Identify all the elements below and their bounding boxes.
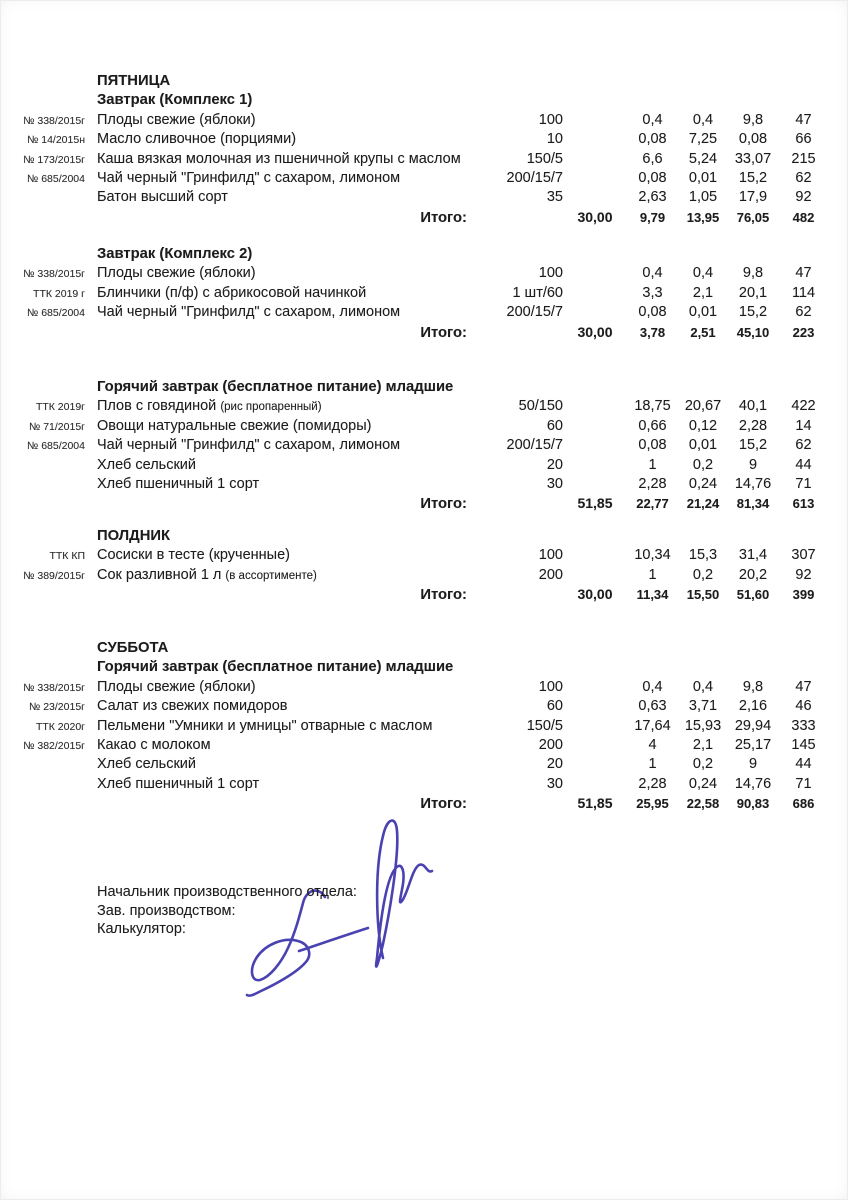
menu-item-row	[0, 755, 848, 774]
dish-name-text: Чай черный "Гринфилд" с сахаром, лимоном	[97, 169, 401, 186]
nutrient-value: 92	[795, 189, 812, 206]
nutrient-value: 9,8	[742, 678, 764, 695]
dish-name-text: Овощи натуральные свежие (помидоры)	[97, 417, 372, 434]
total-nutrient-value: 482	[792, 209, 815, 225]
nutrient-value: 0,12	[688, 417, 718, 434]
dish-name-text: Чай черный "Гринфилд" с сахаром, лимоном	[97, 437, 401, 454]
nutrient-value: 2,1	[692, 284, 714, 301]
nutrient-value: 44	[795, 756, 812, 773]
total-nutrient-value: 11,34	[636, 587, 669, 603]
nutrient-value: 0,01	[688, 304, 718, 321]
nutrient-value: 17,9	[738, 189, 768, 206]
total-label: Итого:	[420, 496, 467, 513]
total-weight: 30,00	[577, 586, 613, 603]
section-title: ПОЛДНИК	[97, 528, 171, 544]
section-header-row	[0, 639, 848, 658]
dish-name	[90, 717, 435, 736]
nutrient-value: 0,2	[692, 566, 714, 583]
nutrient-value: 15,93	[684, 717, 722, 734]
section-header-row	[0, 658, 848, 677]
portion-size: 20	[546, 756, 563, 773]
nutrient-value: 2,63	[638, 189, 667, 206]
menu-item-row	[0, 775, 848, 794]
nutrient-value: 0,01	[688, 169, 718, 186]
portion-size: 200	[538, 736, 563, 753]
signatory-label: Зав. производством:	[97, 902, 236, 919]
portion-size: 30	[546, 775, 563, 792]
nutrient-value: 1,05	[688, 189, 718, 206]
section-total-row	[0, 585, 848, 604]
nutrient-value: 15,3	[688, 547, 718, 564]
dish-name-text: Салат из свежих помидоров	[97, 698, 288, 715]
total-nutrient-value: 25,95	[636, 796, 669, 812]
menu-item-row	[0, 456, 848, 475]
total-weight: 51,85	[577, 795, 613, 812]
recipe-code: № 389/2015г	[23, 569, 85, 582]
total-nutrient-value: 3,78	[639, 324, 666, 340]
nutrient-value: 0,4	[692, 678, 714, 695]
section-header-row	[0, 527, 848, 546]
nutrient-value: 333	[791, 717, 816, 734]
nutrient-value: 31,4	[738, 547, 768, 564]
nutrient-value: 92	[795, 566, 812, 583]
nutrient-value: 44	[795, 456, 812, 473]
recipe-code: ТТК КП	[49, 550, 85, 563]
dish-name	[90, 169, 435, 188]
dish-name	[90, 188, 435, 207]
nutrient-value: 422	[791, 398, 816, 415]
nutrient-value: 307	[791, 547, 816, 564]
nutrient-value: 5,24	[688, 150, 718, 167]
dish-name-text: Сок разливной 1 л	[97, 566, 222, 583]
dish-name-text: Масло сливочное (порциями)	[97, 131, 297, 148]
menu-item-row	[0, 546, 848, 565]
nutrient-value: 47	[795, 111, 812, 128]
menu-item-row	[0, 284, 848, 303]
recipe-code: № 23/2015г	[29, 701, 85, 714]
menu-item-row	[0, 566, 848, 585]
menu-item-row	[0, 188, 848, 207]
signatory-label: Начальник производственного отдела:	[97, 884, 357, 900]
menu-item-row	[0, 397, 848, 416]
total-nutrient-value: 223	[792, 324, 815, 340]
menu-item-row	[0, 475, 848, 494]
dish-name	[90, 566, 435, 586]
section-total-row	[0, 208, 848, 227]
nutrient-value: 33,07	[734, 150, 772, 167]
nutrient-value: 3,71	[688, 698, 718, 715]
total-label: Итого:	[420, 796, 467, 813]
dish-name	[90, 397, 435, 417]
recipe-code: № 338/2015г	[23, 681, 85, 694]
portion-size: 60	[546, 417, 563, 434]
total-weight: 51,85	[577, 495, 613, 512]
nutrient-value: 62	[795, 304, 812, 321]
nutrient-value: 62	[795, 437, 812, 454]
section-title: Горячий завтрак (бесплатное питание) младшие	[97, 659, 454, 676]
nutrient-value: 0,4	[692, 111, 714, 128]
dish-name-text: Чай черный "Гринфилд" с сахаром, лимоном	[97, 304, 401, 321]
total-nutrient-value: 613	[792, 496, 815, 512]
recipe-code: ТТК 2019г	[35, 401, 85, 414]
nutrient-value: 0,24	[688, 475, 718, 492]
nutrient-value: 9,8	[742, 265, 764, 282]
nutrient-value: 71	[795, 475, 812, 492]
recipe-code: № 71/2015г	[29, 420, 85, 433]
recipe-code: № 685/2004	[27, 307, 85, 320]
dish-name-note: (рис пропаренный)	[220, 401, 322, 414]
dish-name-text: Какао с молоком	[97, 736, 211, 753]
dish-name-text: Хлеб пшеничный 1 сорт	[97, 475, 260, 492]
menu-item-row	[0, 111, 848, 130]
dish-name-text: Пельмени "Умники и умницы" отварные с маслом	[97, 717, 433, 734]
portion-size: 200	[538, 566, 563, 583]
nutrient-value: 2,28	[638, 775, 667, 792]
portion-size: 60	[546, 698, 563, 715]
nutrient-value: 14	[795, 417, 812, 434]
total-nutrient-value: 21,24	[686, 496, 720, 512]
portion-size: 20	[546, 456, 563, 473]
portion-size: 200/15/7	[506, 169, 563, 186]
total-weight: 30,00	[577, 208, 613, 225]
nutrient-value: 15,2	[738, 169, 768, 186]
nutrient-value: 0,2	[692, 756, 714, 773]
section-title: СУББОТА	[97, 640, 169, 656]
recipe-code: № 382/2015г	[23, 739, 85, 752]
total-nutrient-value: 9,79	[639, 209, 666, 225]
portion-size: 50/150	[518, 398, 563, 415]
portion-size: 100	[538, 547, 563, 564]
nutrient-value: 0,4	[692, 265, 714, 282]
total-nutrient-value: 399	[792, 587, 815, 603]
section-title: Горячий завтрак (бесплатное питание) младшие	[97, 379, 454, 395]
section-header-row	[0, 245, 848, 264]
nutrient-value: 14,76	[734, 475, 772, 492]
nutrient-value: 114	[791, 284, 816, 301]
menu-section	[0, 72, 848, 227]
dish-name-text: Сосиски в тесте (крученные)	[97, 547, 290, 564]
total-nutrient-value: 45,10	[736, 324, 770, 340]
total-weight: 30,00	[577, 323, 613, 340]
section-header-row	[0, 378, 848, 397]
section-total-row	[0, 323, 848, 342]
total-label: Итого:	[420, 587, 467, 604]
menu-item-row	[0, 150, 848, 169]
dish-name	[90, 264, 435, 283]
nutrient-value: 0,63	[638, 698, 667, 715]
section-title: Завтрак (Комплекс 1)	[97, 92, 253, 109]
total-nutrient-value: 22,77	[636, 496, 669, 512]
recipe-code: ТТК 2020г	[35, 720, 85, 733]
dish-name	[90, 150, 461, 169]
nutrient-value: 0,08	[638, 304, 667, 321]
total-nutrient-value: 13,95	[686, 209, 720, 225]
total-nutrient-value: 81,34	[736, 496, 770, 512]
nutrient-value: 4	[648, 736, 657, 753]
menu-item-row	[0, 417, 848, 436]
menu-item-row	[0, 130, 848, 149]
total-nutrient-value: 686	[792, 796, 815, 812]
portion-size: 100	[538, 678, 563, 695]
dish-name-text: Хлеб пшеничный 1 сорт	[97, 775, 260, 792]
nutrient-value: 145	[791, 736, 816, 753]
section-title: Завтрак (Комплекс 2)	[97, 246, 253, 262]
dish-name	[90, 697, 435, 716]
dish-name	[90, 456, 435, 475]
total-nutrient-value: 15,50	[686, 587, 720, 603]
signatory-label: Калькулятор:	[97, 921, 186, 937]
menu-item-row	[0, 264, 848, 283]
menu-item-row	[0, 303, 848, 322]
total-nutrient-value: 90,83	[736, 796, 770, 812]
dish-name-note: (в ассортименте)	[225, 569, 317, 582]
menu-section	[0, 639, 848, 814]
nutrient-value: 66	[795, 131, 812, 148]
dish-name	[90, 736, 435, 755]
dish-name	[90, 475, 435, 494]
portion-size: 150/5	[526, 150, 563, 167]
menu-item-row	[0, 678, 848, 697]
nutrient-value: 1	[648, 566, 657, 583]
total-label: Итого:	[420, 209, 467, 226]
nutrient-value: 9	[748, 756, 758, 773]
dish-name	[90, 130, 435, 149]
nutrient-value: 0,4	[642, 678, 663, 695]
dish-name	[90, 111, 435, 130]
portion-size: 1 шт/60	[512, 284, 563, 301]
nutrient-value: 0,66	[638, 417, 667, 434]
recipe-code: № 173/2015г	[23, 153, 85, 166]
nutrient-value: 10,34	[634, 547, 671, 564]
section-total-row	[0, 494, 848, 513]
total-label: Итого:	[420, 324, 467, 341]
recipe-code: № 338/2015г	[23, 268, 85, 281]
nutrient-value: 0,4	[642, 111, 663, 128]
dish-name-text: Плоды свежие (яблоки)	[97, 265, 256, 282]
nutrient-value: 20,1	[738, 284, 768, 301]
dish-name	[90, 775, 435, 794]
nutrient-value: 62	[795, 169, 812, 186]
dish-name-text: Хлеб сельский	[97, 456, 197, 473]
nutrient-value: 2,1	[692, 736, 714, 753]
nutrient-value: 0,08	[638, 131, 667, 148]
nutrient-value: 15,2	[738, 304, 768, 321]
recipe-code: № 14/2015н	[27, 134, 85, 147]
dish-name-text: Хлеб сельский	[97, 756, 197, 773]
nutrient-value: 0,01	[688, 437, 718, 454]
nutrient-value: 47	[795, 265, 812, 282]
nutrient-value: 215	[791, 150, 816, 167]
nutrient-value: 20,67	[684, 398, 722, 415]
dish-name	[90, 436, 435, 455]
nutrient-value: 29,94	[734, 717, 772, 734]
nutrient-value: 7,25	[688, 131, 718, 148]
total-nutrient-value: 2,51	[690, 324, 716, 340]
nutrient-value: 0,2	[692, 456, 714, 473]
section-header-row	[0, 72, 848, 91]
nutrient-value: 3,3	[642, 284, 663, 301]
nutrient-value: 9,8	[742, 111, 764, 128]
dish-name	[90, 678, 435, 697]
portion-size: 30	[546, 475, 563, 492]
nutrient-value: 17,64	[634, 717, 671, 734]
dish-name-text: Плов с говядиной	[97, 398, 217, 415]
dish-name-text: Плоды свежие (яблоки)	[97, 111, 256, 128]
nutrient-value: 2,28	[738, 417, 768, 434]
nutrient-value: 47	[795, 678, 812, 695]
nutrient-value: 0,24	[688, 775, 718, 792]
section-total-row	[0, 794, 848, 813]
nutrient-value: 14,76	[734, 775, 772, 792]
recipe-code: ТТК 2019 г	[33, 287, 85, 300]
nutrient-value: 71	[795, 775, 812, 792]
signature-block	[97, 883, 357, 939]
portion-size: 100	[538, 111, 563, 128]
portion-size: 150/5	[526, 717, 563, 734]
nutrient-value: 46	[795, 698, 812, 715]
nutrient-value: 9	[748, 456, 758, 473]
menu-item-row	[0, 436, 848, 455]
portion-size: 200/15/7	[506, 304, 563, 321]
section-title: ПЯТНИЦА	[97, 73, 171, 89]
nutrient-value: 0,08	[638, 437, 667, 454]
nutrient-value: 0,08	[738, 131, 768, 148]
menu-item-row	[0, 169, 848, 188]
menu-item-row	[0, 697, 848, 716]
menu-item-row	[0, 736, 848, 755]
portion-size: 35	[546, 189, 563, 206]
total-nutrient-value: 51,60	[736, 587, 770, 603]
dish-name	[90, 417, 435, 436]
nutrient-value: 2,16	[738, 698, 768, 715]
menu-section	[0, 245, 848, 342]
nutrient-value: 0,4	[642, 265, 663, 282]
dish-name-text: Батон высший сорт	[97, 189, 228, 206]
menu-section	[0, 527, 848, 605]
recipe-code: № 338/2015г	[23, 114, 85, 127]
nutrient-value: 25,17	[734, 736, 772, 753]
dish-name-text: Каша вязкая молочная из пшеничной крупы с маслом	[97, 150, 461, 167]
total-nutrient-value: 22,58	[686, 796, 720, 812]
nutrient-value: 18,75	[634, 398, 671, 415]
nutrient-value: 2,28	[638, 475, 667, 492]
nutrient-value: 1	[648, 456, 657, 473]
dish-name	[90, 546, 435, 565]
recipe-code: № 685/2004	[27, 440, 85, 453]
nutrient-value: 40,1	[738, 398, 768, 415]
portion-size: 200/15/7	[506, 437, 563, 454]
dish-name-text: Плоды свежие (яблоки)	[97, 678, 256, 695]
portion-size: 100	[538, 265, 563, 282]
nutrient-value: 6,6	[642, 150, 663, 167]
nutrient-value: 20,2	[738, 566, 768, 583]
dish-name	[90, 303, 435, 322]
section-header-row	[0, 91, 848, 110]
dish-name	[90, 755, 435, 774]
nutrient-value: 15,2	[738, 437, 768, 454]
dish-name	[90, 284, 435, 303]
dish-name-text: Блинчики (п/ф) с абрикосовой начинкой	[97, 284, 367, 301]
portion-size: 10	[546, 131, 563, 148]
menu-section	[0, 378, 848, 514]
recipe-code: № 685/2004	[27, 172, 85, 185]
total-nutrient-value: 76,05	[736, 209, 770, 225]
nutrient-value: 0,08	[638, 169, 667, 186]
menu-item-row	[0, 717, 848, 736]
nutrient-value: 1	[648, 756, 657, 773]
